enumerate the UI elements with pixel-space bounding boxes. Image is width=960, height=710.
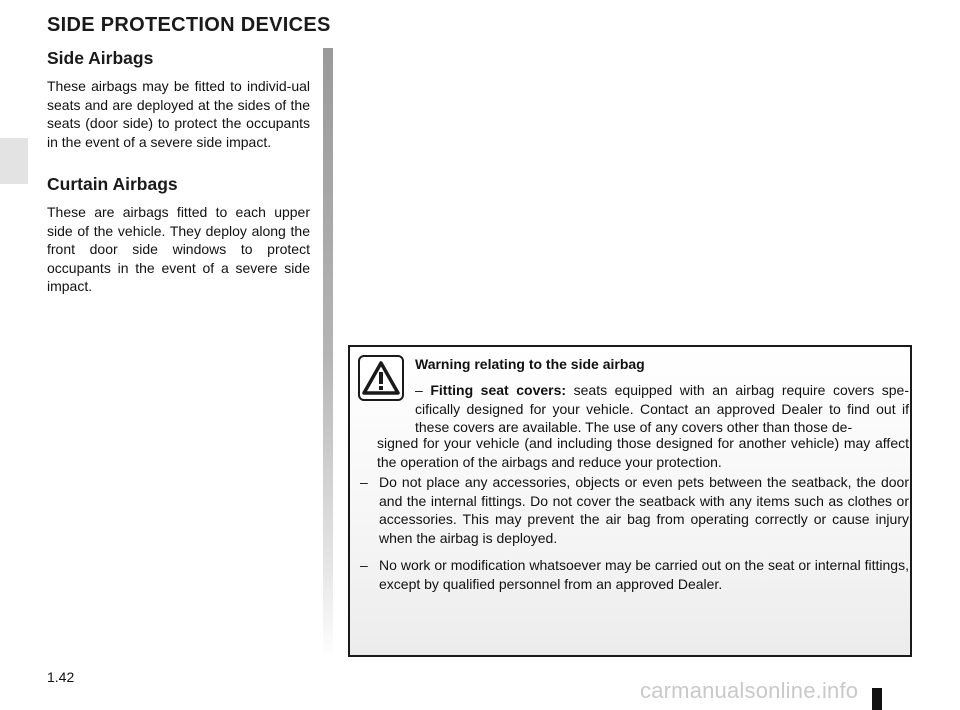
list-dash: – [360,474,368,490]
left-column [47,48,310,296]
seat-covers-text: seats equipped with an airbag require covers spe-cifically designed for your vehicle. Contact an approved Dealer to find out if these covers are available. The use of any covers other than those de- [415,382,910,435]
chapter-tab [0,138,28,184]
curtain-airbags-heading: Curtain Airbags [47,174,178,194]
corner-mark [872,688,882,710]
warning-list [360,473,909,602]
warning-item-modification [360,556,909,593]
page-title: SIDE PROTECTION DEVICES [47,14,331,36]
seat-covers-text-continued: signed for your vehicle (and including those designed for another vehicle) may affect the operation of the airbags and reduce your protection. [377,435,909,470]
side-airbags-text: These airbags may be fitted to individ-ual seats and are deployed at the sides of the seats (door side) to protect the occupants in the event of a severe side impact. [47,78,310,150]
list-dash: – [415,382,423,398]
curtain-airbags-text: These are airbags fitted to each upper side of the vehicle. They deploy along the front door side windows to protect occupants in the event of a severe side impact. [47,204,310,294]
warning-title: Warning relating to the side airbag [415,356,645,372]
page-number: 1.42 [47,669,75,685]
warning-item-accessories [360,473,909,547]
side-airbags-heading: Side Airbags [47,48,154,68]
column-divider [323,48,333,660]
warning-item-seat-covers [415,381,909,437]
warning-box [348,345,912,657]
modification-text: No work or modification whatsoever may be carried out on the seat or internal fittings, except by qualified personnel from an approved Dealer. [379,557,909,592]
seat-covers-label: Fitting seat covers: [430,382,567,398]
warning-triangle-icon [358,355,404,401]
accessories-text: Do not place any accessories, objects or even pets between the seatback, the door and the internal fittings. Do not cover the seatback with any items such as clothes or accessories. This may prevent the air bag from operating correctly or cause injury when the airbag is deployed. [379,474,909,546]
watermark: carmanualsonline.info [640,678,859,703]
list-dash: – [360,557,368,573]
